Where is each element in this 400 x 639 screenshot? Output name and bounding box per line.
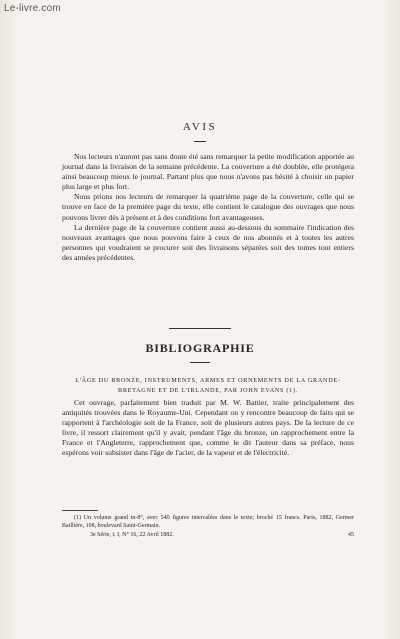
title-divider (194, 141, 206, 142)
footnote-rule (62, 510, 98, 511)
bibliographie-divider (190, 362, 210, 363)
avis-paragraph: Nous prions nos lecteurs de remarquer la quatrième page de la couverture, celle qui se trouve en face de la première page du texte, elle contient le catalogue des ouvrages que nous pouvons livrer dès à présent et à des conditions fort avantageuses. (62, 192, 354, 222)
footnote (62, 514, 354, 530)
review-body (62, 398, 354, 459)
section-separator (169, 328, 231, 329)
bibliographie-title: BIBLIOGRAPHIE (145, 341, 255, 355)
avis-paragraph: Nos lecteurs n'auront pas sans doute été sans remarquer la petite modification apportée au journal dans la livraison de la semaine précédente. La couverture a été doublée, elle protégera ainsi beaucoup mieux le journal. Partant plus que nous n'avons pas hésité à choisir un papier plus large et plus fort. (62, 152, 354, 192)
page-footer (62, 531, 354, 539)
avis-title: AVIS (182, 121, 218, 133)
site-watermark: Le-livre.com (4, 3, 61, 14)
review-paragraph: Cet ouvrage, parfaitement bien traduit par M. W. Battier, traite principalement des antiquités trouvées dans le Royaume-Uni. Cependant on y rencontre beaucoup de faits qui se rapportent à l'archéologie soit de la France, soit de plusieurs autres pays. De la lecture de ce livre, il ressort clairement qu'il y avait, pendant l'âge du bronze, un rapprochement entre la France et l'Angleterre, rapprochement que, comme le dit l'auteur dans sa préface, nous espérons voir subsister dans l'âge de l'acier, de la vapeur et de l'électricité. (62, 398, 354, 458)
book-title: L'ÂGE DU BRONZE, INSTRUMENTS, ARMES ET ORNEMENTS DE LA GRANDE-BRETAGNE ET DE L'IRLANDE, PAR JOHN EVANS (1). (75, 377, 341, 394)
footnote-text: (1) Un volume grand in-8°, avec 540 figures intercalées dans le texte; broché 15 francs. Paris, 1882, Germer Baillière, 108, boulevard Saint-Germain. (62, 515, 354, 529)
avis-body (62, 152, 354, 263)
series-info: 3e Série, t. I, N° 16, 22 Avril 1882. (90, 532, 174, 538)
page-number: 45 (348, 532, 354, 538)
avis-paragraph: La dernière page de la couverture contient aussi au-dessous du sommaire l'indication des nouveaux avantages que nous pouvons faire à ceux de nos abonnés et à toutes les autres personnes qui voudraient se procurer soit des livraisons séparées soit des tomes tout entiers des années précédentes. (62, 222, 354, 262)
